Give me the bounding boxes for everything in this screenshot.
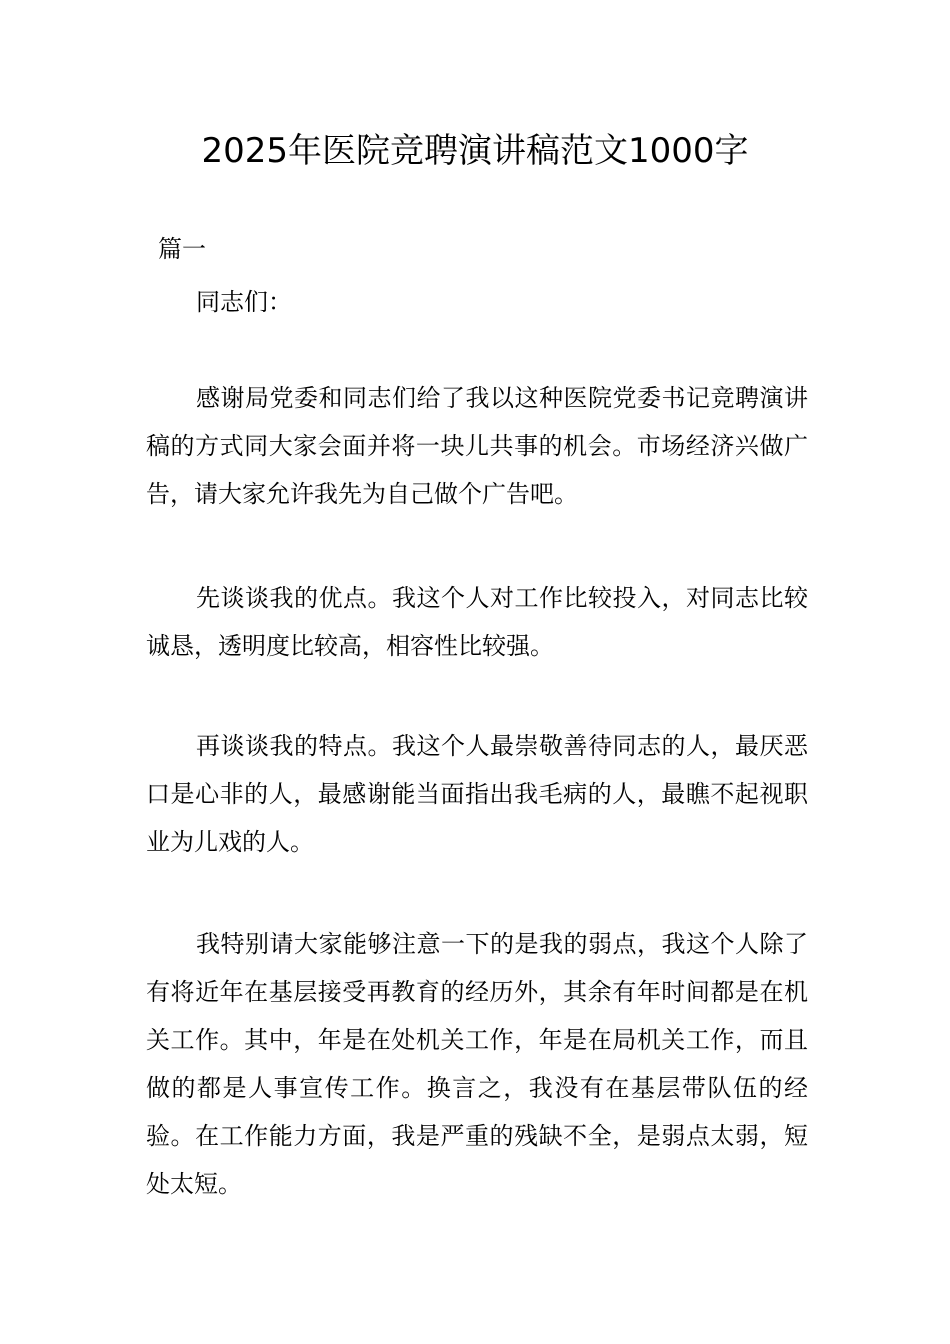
document-title: 2025年医院竞聘演讲稿范文1000字 <box>201 131 749 171</box>
paragraph-4: 我特别请大家能够注意一下的是我的弱点，我这个人除了有将近年在基层接受再教育的经历外，其余有年时间都是在机关工作。其中，年是在处机关工作，年是在局机关工作，而且做的都是人事宣传工作。换言之，我没有在基层带队伍的经验。在工作能力方面，我是严重的残缺不全，是弱点太弱，短处太短。 <box>146 930 808 1198</box>
section-label: 篇一 <box>158 235 206 263</box>
salutation: 同志们： <box>196 288 292 316</box>
paragraph-3: 再谈谈我的特点。我这个人最崇敬善待同志的人，最厌恶口是心非的人，最感谢能当面指出我毛病的人，最瞧不起视职业为儿戏的人。 <box>146 732 808 856</box>
paragraph-2: 先谈谈我的优点。我这个人对工作比较投入，对同志比较诚恳，透明度比较高，相容性比较强。 <box>146 584 808 660</box>
paragraph-1: 感谢局党委和同志们给了我以这种医院党委书记竞聘演讲稿的方式同大家会面并将一块儿共事的机会。市场经济兴做广告，请大家允许我先为自己做个广告吧。 <box>146 384 808 508</box>
